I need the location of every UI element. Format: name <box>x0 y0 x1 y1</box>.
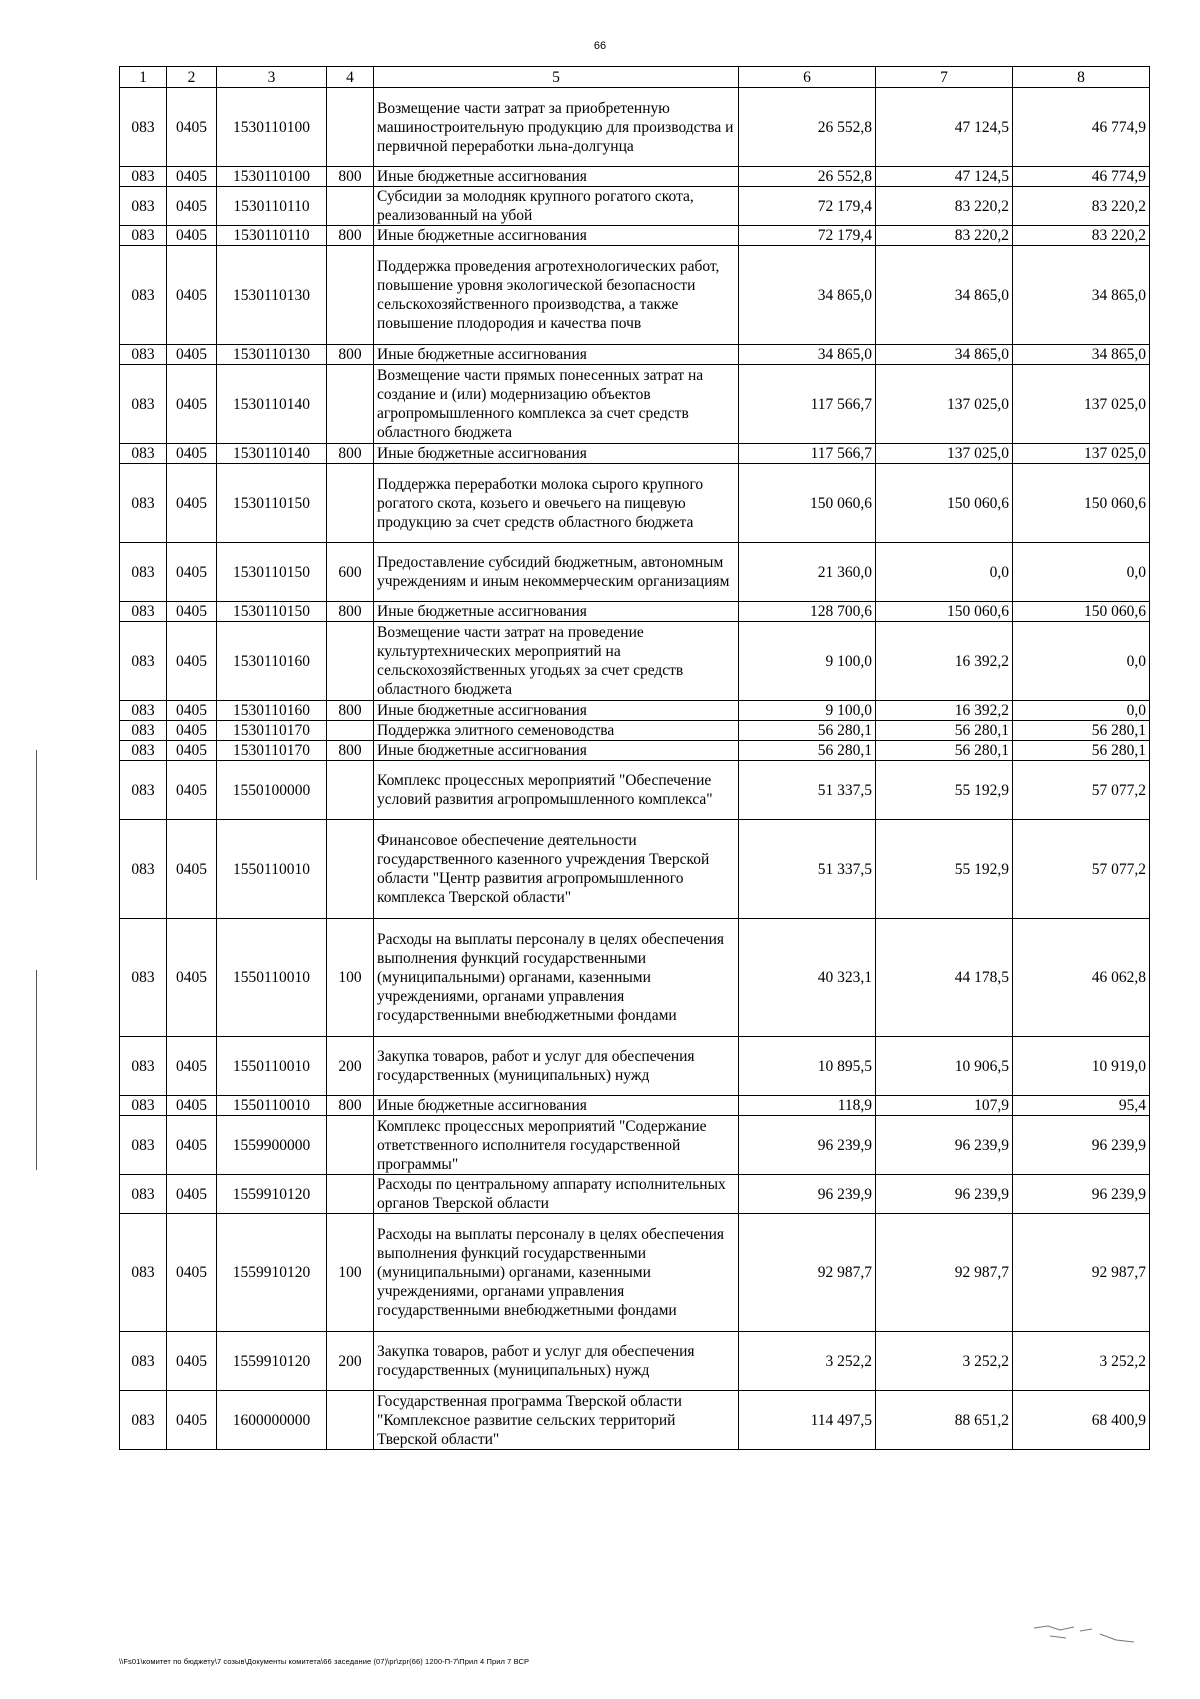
table-row <box>120 226 1150 246</box>
cell-expense-type <box>327 761 374 820</box>
table-row <box>120 444 1150 464</box>
cell-amount-col7: 56 280,1 <box>876 721 1013 741</box>
cell-ministry: 083 <box>120 1037 167 1096</box>
cell-amount-col8: 0,0 <box>1013 622 1150 701</box>
cell-expense-type: 800 <box>327 602 374 622</box>
cell-expense-type <box>327 820 374 919</box>
cell-amount-col7: 16 392,2 <box>876 622 1013 701</box>
table-row <box>120 701 1150 721</box>
cell-description: Иные бюджетные ассигнования <box>374 444 739 464</box>
cell-description: Возмещение части прямых понесенных затрат на создание и (или) модернизацию объектов агропромышленного комплекса за счет средств областного бюджета <box>374 365 739 444</box>
cell-section: 0405 <box>167 622 217 701</box>
cell-ministry: 083 <box>120 464 167 543</box>
cell-amount-col8: 95,4 <box>1013 1096 1150 1116</box>
cell-expense-type: 100 <box>327 919 374 1037</box>
cell-amount-col8: 83 220,2 <box>1013 187 1150 226</box>
cell-target-article: 1530110140 <box>217 365 327 444</box>
cell-amount-col6: 96 239,9 <box>739 1116 876 1175</box>
cell-amount-col6: 128 700,6 <box>739 602 876 622</box>
table-row <box>120 345 1150 365</box>
cell-section: 0405 <box>167 761 217 820</box>
cell-description: Комплекс процессных мероприятий "Содержание ответственного исполнителя государственной программы" <box>374 1116 739 1175</box>
cell-section: 0405 <box>167 88 217 167</box>
cell-amount-col8: 137 025,0 <box>1013 444 1150 464</box>
cell-expense-type <box>327 246 374 345</box>
column-number-6: 6 <box>739 67 876 88</box>
cell-section: 0405 <box>167 365 217 444</box>
cell-amount-col7: 88 651,2 <box>876 1391 1013 1450</box>
cell-amount-col6: 26 552,8 <box>739 167 876 187</box>
cell-target-article: 1530110110 <box>217 187 327 226</box>
cell-ministry: 083 <box>120 444 167 464</box>
cell-description: Субсидии за молодняк крупного рогатого скота, реализованный на убой <box>374 187 739 226</box>
cell-amount-col7: 137 025,0 <box>876 444 1013 464</box>
cell-amount-col6: 72 179,4 <box>739 226 876 246</box>
cell-amount-col8: 83 220,2 <box>1013 226 1150 246</box>
cell-section: 0405 <box>167 1116 217 1175</box>
cell-target-article: 1530110150 <box>217 543 327 602</box>
cell-ministry: 083 <box>120 187 167 226</box>
cell-target-article: 1530110110 <box>217 226 327 246</box>
cell-section: 0405 <box>167 1096 217 1116</box>
column-number-4: 4 <box>327 67 374 88</box>
cell-target-article: 1530110170 <box>217 741 327 761</box>
footer-file-path: \\Fs01\комитет по бюджету\7 созыв\Документы комитета\66 заседание (07)\pr\zpr(66) 1200-П-7\Прил 4 Прил 7 ВСР <box>119 1657 530 1666</box>
cell-description: Предоставление субсидий бюджетным, автономным учреждениям и иным некоммерческим организациям <box>374 543 739 602</box>
cell-ministry: 083 <box>120 741 167 761</box>
cell-section: 0405 <box>167 721 217 741</box>
cell-description: Иные бюджетные ассигнования <box>374 602 739 622</box>
cell-section: 0405 <box>167 444 217 464</box>
cell-expense-type: 800 <box>327 167 374 187</box>
cell-section: 0405 <box>167 1214 217 1332</box>
cell-amount-col8: 56 280,1 <box>1013 721 1150 741</box>
cell-description: Комплекс процессных мероприятий "Обеспечение условий развития агропромышленного комплекса" <box>374 761 739 820</box>
table-row <box>120 721 1150 741</box>
cell-amount-col8: 96 239,9 <box>1013 1175 1150 1214</box>
cell-target-article: 1559910120 <box>217 1332 327 1391</box>
cell-ministry: 083 <box>120 88 167 167</box>
cell-description: Расходы на выплаты персоналу в целях обеспечения выполнения функций государственными (муниципальными) органами, казенными учреждениями, органами управления государственными внебюджетными фондами <box>374 919 739 1037</box>
cell-target-article: 1530110140 <box>217 444 327 464</box>
cell-amount-col7: 16 392,2 <box>876 701 1013 721</box>
cell-amount-col7: 56 280,1 <box>876 741 1013 761</box>
cell-amount-col7: 107,9 <box>876 1096 1013 1116</box>
cell-expense-type: 200 <box>327 1332 374 1391</box>
cell-expense-type <box>327 187 374 226</box>
table-row <box>120 1116 1150 1175</box>
cell-target-article: 1559910120 <box>217 1175 327 1214</box>
cell-ministry: 083 <box>120 167 167 187</box>
cell-amount-col6: 92 987,7 <box>739 1214 876 1332</box>
cell-section: 0405 <box>167 1332 217 1391</box>
cell-amount-col8: 46 774,9 <box>1013 167 1150 187</box>
margin-scan-mark <box>36 750 37 880</box>
cell-amount-col6: 150 060,6 <box>739 464 876 543</box>
cell-amount-col6: 21 360,0 <box>739 543 876 602</box>
cell-amount-col6: 117 566,7 <box>739 444 876 464</box>
cell-target-article: 1530110150 <box>217 464 327 543</box>
table-row <box>120 246 1150 345</box>
pen-scribble-mark <box>1030 1620 1140 1644</box>
table-row <box>120 88 1150 167</box>
cell-amount-col7: 44 178,5 <box>876 919 1013 1037</box>
table-row <box>120 187 1150 226</box>
cell-amount-col8: 137 025,0 <box>1013 365 1150 444</box>
cell-ministry: 083 <box>120 1332 167 1391</box>
cell-target-article: 1559910120 <box>217 1214 327 1332</box>
cell-target-article: 1550110010 <box>217 1037 327 1096</box>
page-number: 66 <box>593 40 607 52</box>
cell-ministry: 083 <box>120 820 167 919</box>
cell-amount-col6: 34 865,0 <box>739 345 876 365</box>
cell-amount-col8: 56 280,1 <box>1013 741 1150 761</box>
cell-section: 0405 <box>167 602 217 622</box>
cell-section: 0405 <box>167 345 217 365</box>
cell-amount-col6: 40 323,1 <box>739 919 876 1037</box>
cell-amount-col7: 47 124,5 <box>876 88 1013 167</box>
cell-section: 0405 <box>167 701 217 721</box>
cell-description: Расходы по центральному аппарату исполнительных органов Тверской области <box>374 1175 739 1214</box>
cell-amount-col7: 150 060,6 <box>876 602 1013 622</box>
cell-ministry: 083 <box>120 246 167 345</box>
column-number-5: 5 <box>374 67 739 88</box>
cell-amount-col6: 3 252,2 <box>739 1332 876 1391</box>
cell-amount-col8: 57 077,2 <box>1013 761 1150 820</box>
table-row <box>120 602 1150 622</box>
cell-expense-type: 800 <box>327 345 374 365</box>
cell-ministry: 083 <box>120 602 167 622</box>
cell-ministry: 083 <box>120 622 167 701</box>
cell-section: 0405 <box>167 1037 217 1096</box>
cell-ministry: 083 <box>120 543 167 602</box>
table-row <box>120 820 1150 919</box>
cell-expense-type: 800 <box>327 701 374 721</box>
table-row <box>120 1332 1150 1391</box>
column-number-8: 8 <box>1013 67 1150 88</box>
cell-expense-type: 600 <box>327 543 374 602</box>
cell-expense-type: 800 <box>327 444 374 464</box>
cell-amount-col8: 46 774,9 <box>1013 88 1150 167</box>
margin-scan-mark <box>36 970 37 1170</box>
cell-amount-col8: 92 987,7 <box>1013 1214 1150 1332</box>
cell-description: Государственная программа Тверской области "Комплексное развитие сельских территорий Тверской области" <box>374 1391 739 1450</box>
cell-ministry: 083 <box>120 721 167 741</box>
cell-amount-col8: 57 077,2 <box>1013 820 1150 919</box>
cell-ministry: 083 <box>120 701 167 721</box>
cell-target-article: 1559900000 <box>217 1116 327 1175</box>
cell-ministry: 083 <box>120 1214 167 1332</box>
cell-section: 0405 <box>167 1175 217 1214</box>
cell-expense-type: 200 <box>327 1037 374 1096</box>
cell-target-article: 1530110160 <box>217 622 327 701</box>
budget-table <box>119 66 1150 1450</box>
cell-description: Иные бюджетные ассигнования <box>374 701 739 721</box>
cell-description: Возмещение части затрат на проведение культуртехнических мероприятий на сельскохозяйственных угодьях за счет средств областного бюджета <box>374 622 739 701</box>
cell-expense-type: 800 <box>327 1096 374 1116</box>
cell-expense-type <box>327 365 374 444</box>
cell-ministry: 083 <box>120 1391 167 1450</box>
cell-amount-col7: 92 987,7 <box>876 1214 1013 1332</box>
cell-amount-col7: 83 220,2 <box>876 226 1013 246</box>
cell-amount-col8: 34 865,0 <box>1013 345 1150 365</box>
cell-amount-col8: 46 062,8 <box>1013 919 1150 1037</box>
table-row <box>120 1096 1150 1116</box>
cell-amount-col7: 34 865,0 <box>876 345 1013 365</box>
cell-description: Иные бюджетные ассигнования <box>374 741 739 761</box>
cell-amount-col6: 10 895,5 <box>739 1037 876 1096</box>
cell-section: 0405 <box>167 246 217 345</box>
cell-section: 0405 <box>167 1391 217 1450</box>
column-number-2: 2 <box>167 67 217 88</box>
cell-amount-col7: 55 192,9 <box>876 820 1013 919</box>
cell-expense-type <box>327 464 374 543</box>
cell-section: 0405 <box>167 820 217 919</box>
cell-section: 0405 <box>167 543 217 602</box>
cell-expense-type <box>327 88 374 167</box>
cell-target-article: 1530110160 <box>217 701 327 721</box>
cell-amount-col6: 56 280,1 <box>739 741 876 761</box>
cell-amount-col6: 72 179,4 <box>739 187 876 226</box>
cell-amount-col6: 96 239,9 <box>739 1175 876 1214</box>
cell-description: Поддержка элитного семеноводства <box>374 721 739 741</box>
cell-expense-type <box>327 1116 374 1175</box>
cell-amount-col7: 47 124,5 <box>876 167 1013 187</box>
cell-amount-col7: 150 060,6 <box>876 464 1013 543</box>
cell-amount-col7: 34 865,0 <box>876 246 1013 345</box>
table-row <box>120 622 1150 701</box>
cell-description: Возмещение части затрат за приобретенную машиностроительную продукцию для производства и первичной переработки льна-долгунца <box>374 88 739 167</box>
cell-ministry: 083 <box>120 1175 167 1214</box>
cell-description: Иные бюджетные ассигнования <box>374 167 739 187</box>
cell-amount-col6: 9 100,0 <box>739 701 876 721</box>
cell-target-article: 1550110010 <box>217 820 327 919</box>
cell-amount-col6: 51 337,5 <box>739 820 876 919</box>
cell-section: 0405 <box>167 167 217 187</box>
cell-target-article: 1530110130 <box>217 345 327 365</box>
cell-ministry: 083 <box>120 365 167 444</box>
cell-description: Иные бюджетные ассигнования <box>374 345 739 365</box>
cell-amount-col8: 34 865,0 <box>1013 246 1150 345</box>
cell-description: Иные бюджетные ассигнования <box>374 1096 739 1116</box>
cell-amount-col7: 83 220,2 <box>876 187 1013 226</box>
cell-description: Поддержка проведения агротехнологических работ, повышение уровня экологической безопасности сельскохозяйственного производства, а также повышение плодородия и качества почв <box>374 246 739 345</box>
table-row <box>120 1214 1150 1332</box>
cell-amount-col7: 10 906,5 <box>876 1037 1013 1096</box>
table-row <box>120 741 1150 761</box>
table-row <box>120 1037 1150 1096</box>
column-number-1: 1 <box>120 67 167 88</box>
cell-amount-col7: 0,0 <box>876 543 1013 602</box>
cell-amount-col7: 55 192,9 <box>876 761 1013 820</box>
cell-section: 0405 <box>167 741 217 761</box>
cell-amount-col8: 150 060,6 <box>1013 464 1150 543</box>
cell-amount-col8: 0,0 <box>1013 701 1150 721</box>
cell-target-article: 1530110170 <box>217 721 327 741</box>
cell-amount-col8: 0,0 <box>1013 543 1150 602</box>
table-row <box>120 167 1150 187</box>
cell-amount-col6: 114 497,5 <box>739 1391 876 1450</box>
cell-amount-col8: 150 060,6 <box>1013 602 1150 622</box>
table-row <box>120 919 1150 1037</box>
cell-expense-type: 100 <box>327 1214 374 1332</box>
cell-amount-col6: 9 100,0 <box>739 622 876 701</box>
cell-expense-type <box>327 1175 374 1214</box>
cell-target-article: 1550110010 <box>217 1096 327 1116</box>
cell-expense-type <box>327 721 374 741</box>
cell-target-article: 1530110130 <box>217 246 327 345</box>
table-row <box>120 1175 1150 1214</box>
cell-amount-col7: 137 025,0 <box>876 365 1013 444</box>
cell-target-article: 1600000000 <box>217 1391 327 1450</box>
cell-description: Поддержка переработки молока сырого крупного рогатого скота, козьего и овечьего на пищевую продукцию за счет средств областного бюджета <box>374 464 739 543</box>
cell-expense-type: 800 <box>327 741 374 761</box>
table-body <box>120 88 1150 1450</box>
cell-ministry: 083 <box>120 761 167 820</box>
cell-target-article: 1530110100 <box>217 167 327 187</box>
table-row <box>120 543 1150 602</box>
cell-description: Финансовое обеспечение деятельности государственного казенного учреждения Тверской области "Центр развития агропромышленного комплекса Тверской области" <box>374 820 739 919</box>
cell-amount-col8: 96 239,9 <box>1013 1116 1150 1175</box>
table-row <box>120 761 1150 820</box>
table-row <box>120 365 1150 444</box>
cell-amount-col6: 117 566,7 <box>739 365 876 444</box>
cell-amount-col6: 26 552,8 <box>739 88 876 167</box>
cell-amount-col6: 118,9 <box>739 1096 876 1116</box>
cell-section: 0405 <box>167 919 217 1037</box>
cell-section: 0405 <box>167 464 217 543</box>
table-header <box>120 67 1150 88</box>
cell-amount-col6: 34 865,0 <box>739 246 876 345</box>
cell-amount-col7: 96 239,9 <box>876 1175 1013 1214</box>
cell-amount-col7: 96 239,9 <box>876 1116 1013 1175</box>
cell-section: 0405 <box>167 187 217 226</box>
cell-amount-col6: 56 280,1 <box>739 721 876 741</box>
cell-target-article: 1550110010 <box>217 919 327 1037</box>
cell-amount-col8: 10 919,0 <box>1013 1037 1150 1096</box>
cell-ministry: 083 <box>120 1096 167 1116</box>
cell-target-article: 1530110150 <box>217 602 327 622</box>
cell-ministry: 083 <box>120 345 167 365</box>
cell-description: Расходы на выплаты персоналу в целях обеспечения выполнения функций государственными (муниципальными) органами, казенными учреждениями, органами управления государственными внебюджетными фондами <box>374 1214 739 1332</box>
column-number-7: 7 <box>876 67 1013 88</box>
cell-target-article: 1550100000 <box>217 761 327 820</box>
cell-expense-type <box>327 622 374 701</box>
cell-description: Закупка товаров, работ и услуг для обеспечения государственных (муниципальных) нужд <box>374 1037 739 1096</box>
cell-ministry: 083 <box>120 226 167 246</box>
cell-target-article: 1530110100 <box>217 88 327 167</box>
cell-amount-col8: 68 400,9 <box>1013 1391 1150 1450</box>
table-row <box>120 1391 1150 1450</box>
cell-expense-type <box>327 1391 374 1450</box>
cell-description: Иные бюджетные ассигнования <box>374 226 739 246</box>
cell-amount-col6: 51 337,5 <box>739 761 876 820</box>
column-number-row <box>120 67 1150 88</box>
column-number-3: 3 <box>217 67 327 88</box>
cell-section: 0405 <box>167 226 217 246</box>
cell-description: Закупка товаров, работ и услуг для обеспечения государственных (муниципальных) нужд <box>374 1332 739 1391</box>
cell-expense-type: 800 <box>327 226 374 246</box>
cell-ministry: 083 <box>120 1116 167 1175</box>
cell-ministry: 083 <box>120 919 167 1037</box>
table-row <box>120 464 1150 543</box>
cell-amount-col8: 3 252,2 <box>1013 1332 1150 1391</box>
cell-amount-col7: 3 252,2 <box>876 1332 1013 1391</box>
